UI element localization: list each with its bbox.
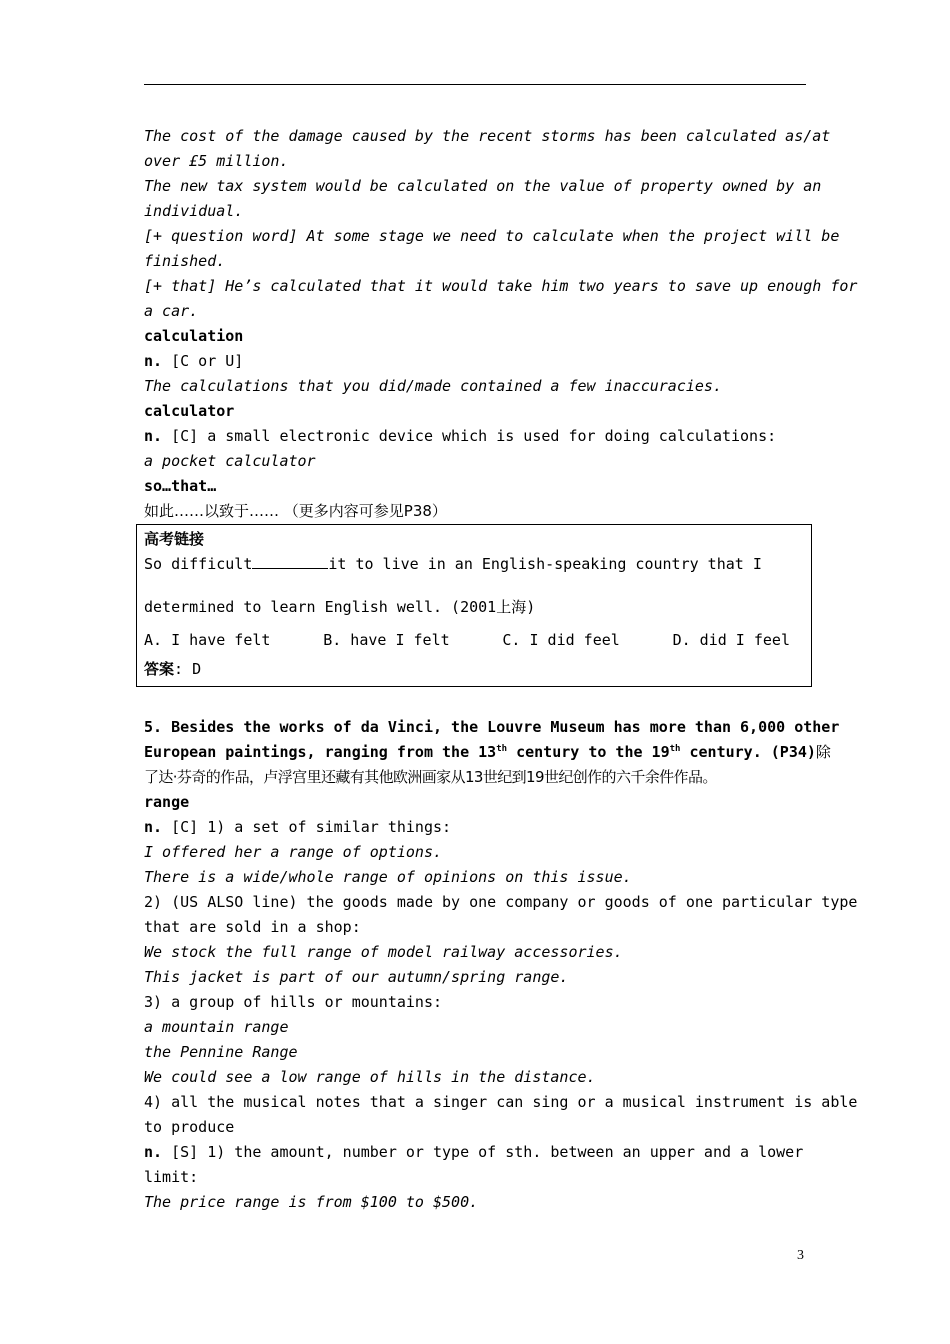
part-of-speech: n. (144, 352, 163, 370)
definition-text: [C or U] (162, 352, 244, 370)
sentence-5-line: 5. Besides the works of da Vinci, the Louvre Museum has more than 6,000 other (144, 718, 840, 736)
spacer (144, 687, 806, 715)
option-b: B. have I felt (323, 631, 450, 649)
example-line: a car. (144, 302, 199, 320)
definition-text: [C] 1) a set of similar things: (162, 818, 452, 836)
example-line: We could see a low range of hills in the distance. (144, 1068, 596, 1086)
example-line: finished. (144, 252, 226, 270)
example-line: a pocket calculator (144, 452, 316, 470)
part-of-speech: n. (144, 818, 163, 836)
question-text: it to live in an English-speaking country that I (328, 555, 762, 573)
example-line: The calculations that you did/made contained a few inaccuracies. (144, 377, 722, 395)
example-line: over £5 million. (144, 152, 289, 170)
definition-line: that are sold in a shop: (144, 918, 361, 936)
part-of-speech: n. (144, 1143, 163, 1161)
option-c: C. I did feel (502, 631, 620, 649)
definition-line (144, 349, 806, 374)
part-of-speech: n. (144, 427, 163, 445)
definition-line: limit: (144, 1168, 199, 1186)
headword-calculation: calculation (144, 327, 244, 345)
chinese-meaning: 如此……以致于…… （更多内容可参见P38） (144, 502, 447, 520)
gaokao-link-box (136, 524, 812, 687)
sentence-5-line (144, 740, 831, 765)
header-rule (144, 84, 806, 85)
definition-line (144, 815, 806, 840)
superscript: th (669, 744, 681, 754)
definition-line: 3) a group of hills or mountains: (144, 993, 443, 1011)
headword-calculator: calculator (144, 402, 235, 420)
example-line: the Pennine Range (144, 1043, 298, 1061)
options-row (144, 628, 790, 653)
question-line (144, 552, 804, 577)
example-line: a mountain range (144, 1018, 289, 1036)
example-line: The price range is from $100 to $500. (144, 1193, 479, 1211)
headword-so-that: so…that… (144, 477, 217, 495)
box-title: 高考链接 (144, 530, 205, 548)
option-a: A. I have felt (144, 631, 271, 649)
example-line: This jacket is part of our autumn/spring range. (144, 968, 569, 986)
answer-line (144, 657, 804, 682)
superscript: th (496, 744, 508, 754)
sentence-text: century to the 19 (507, 743, 670, 761)
option-d: D. did I feel (672, 631, 790, 649)
example-line: The cost of the damage caused by the recent storms has been calculated as/at (144, 127, 831, 145)
page-number: 3 (797, 1248, 804, 1263)
definition-line: to produce (144, 1118, 235, 1136)
example-line: There is a wide/whole range of opinions on this issue. (144, 868, 632, 886)
question-line: determined to learn English well. (2001上海) (144, 598, 536, 616)
example-line: [+ question word] At some stage we need to calculate when the project will be (144, 227, 840, 245)
definition-line: 2) (US ALSO line) the goods made by one company or goods of one particular type (144, 893, 858, 911)
example-line: I offered her a range of options. (144, 843, 443, 861)
translation-line: 了达·芬奇的作品，卢浮宫里还藏有其他欧洲画家从13世纪到19世纪创作的六千余件作品。 (144, 768, 717, 786)
definition-text: [C] a small electronic device which is used for doing calculations: (162, 427, 777, 445)
answer-blank (252, 552, 328, 569)
definition-line (144, 424, 806, 449)
definition-line (144, 1140, 806, 1165)
page-content (144, 124, 858, 1215)
sentence-text: European paintings, ranging from the 13 (144, 743, 497, 761)
answer-value: : D (174, 660, 202, 678)
example-line: We stock the full range of model railway accessories. (144, 943, 623, 961)
sentence-text: 除 (815, 743, 831, 761)
definition-text: [S] 1) the amount, number or type of sth. between an upper and a lower (162, 1143, 804, 1161)
sentence-text: century. (P34) (680, 743, 816, 761)
example-line: [+ that] He’s calculated that it would take him two years to save up enough for (144, 277, 858, 295)
answer-label: 答案 (144, 660, 175, 678)
headword-range: range (144, 793, 190, 811)
example-line: The new tax system would be calculated on the value of property owned by an (144, 177, 822, 195)
definition-line: 4) all the musical notes that a singer can sing or a musical instrument is able (144, 1093, 858, 1111)
example-line: individual. (144, 202, 244, 220)
question-text: So difficult (144, 555, 253, 573)
